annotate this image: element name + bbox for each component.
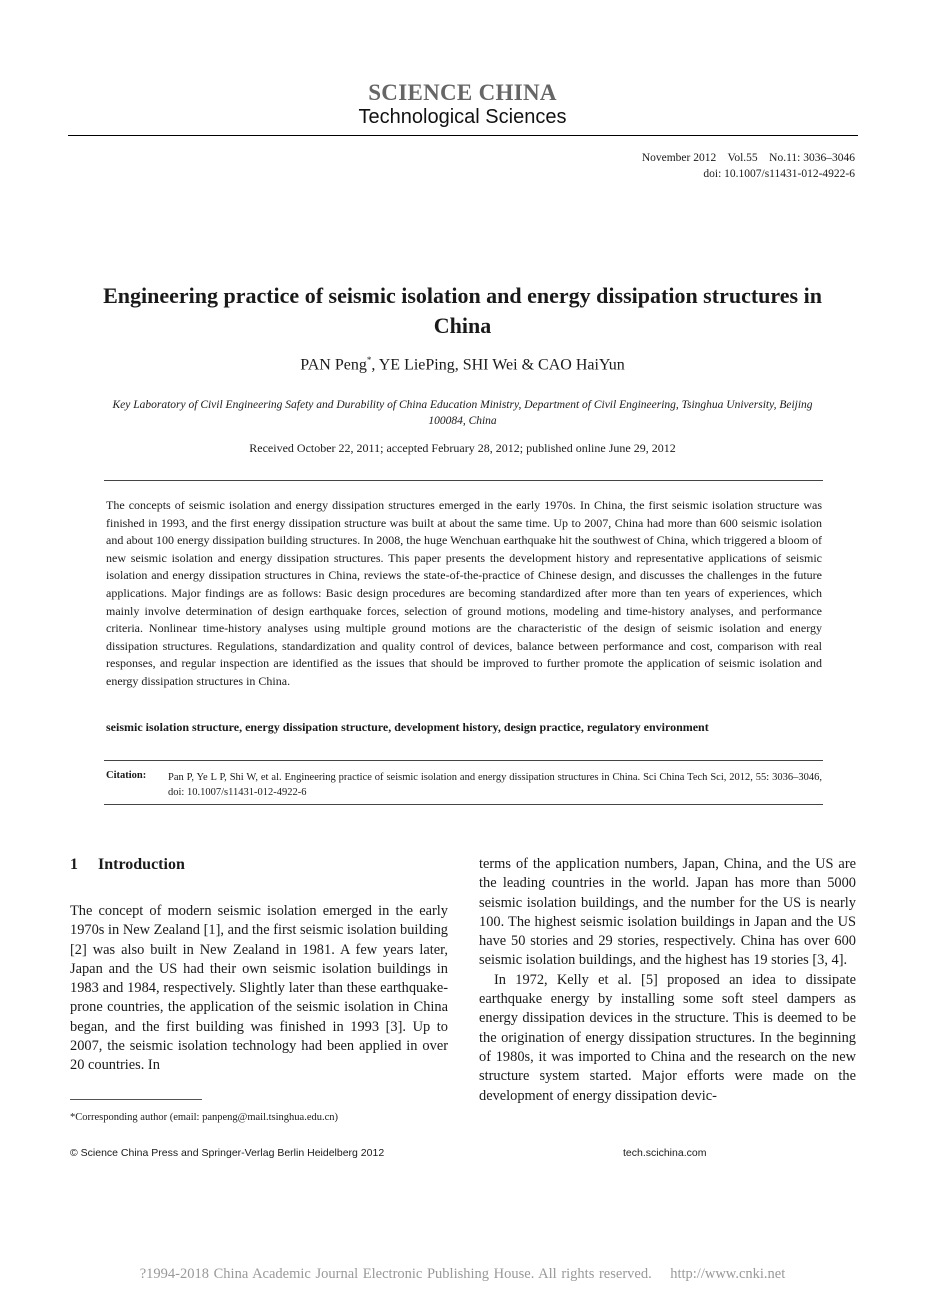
affiliation: Key Laboratory of Civil Engineering Safety and Durability of China Education Ministry, Department of Civil Engineering, Tsinghua University, Beijing 100084, China	[112, 399, 813, 427]
right-paragraph-1: terms of the application numbers, Japan, China, and the US are the leading countries in the world. Japan has more than 5000 seismic isolation buildings, and the number for the US is nearly 100. The highest seismic isolation buildings in Japan and the US have 50 stories and 29 stories, respectively. China has over 600 seismic isolation buildings, and the highest has 19 stories [3, 4].	[479, 856, 856, 969]
doi-info[interactable]: doi: 10.1007/s11431-012-4922-6	[703, 168, 855, 180]
authors	[0, 355, 925, 374]
cnki-watermark: ?1994-2018 China Academic Journal Electronic Publishing House. All rights reserved. http://www.cnki.net	[139, 1266, 786, 1282]
footnote-divider	[70, 1099, 202, 1100]
article-title: Engineering practice of seismic isolation and energy dissipation structures in China	[103, 283, 822, 338]
journal-website[interactable]: tech.scichina.com	[623, 1147, 707, 1159]
abstract: The concepts of seismic isolation and energy dissipation structures emerged in the early 1970s. In China, the first seismic isolation structure was finished in 1993, and the first energy dissipation structure was built at about the same time. Up to 2007, China had more than 600 seismic isolation and about 100 energy dissipation building structures. In 2008, the huge Wenchuan earthquake hit the southwest of China, which triggered a bloom of new seismic isolation and energy dissipation structures. This paper presents the development history and representative applications of seismic isolation and energy dissipation structures in China, reviews the state-of-the-practice of Chinese design, and discusses the challenges in the future applications. Major findings are as follows: Basic design procedures are becoming standardized after more than ten years of experiences, which mainly involve determination of design earthquake forces, selection of ground motions, modeling and time-history analyses, and performance criteria. Nonlinear time-history analyses using multiple ground motions are the characteristic of the design of seismic isolation and energy dissipation structures. Regulations, standardization and quality control of devices, balance between performance and cost, comparison with real responses, and regular inspection are identified as the issues that should be improved to further promote the application of seismic isolation and energy dissipation structures in China.	[106, 498, 822, 688]
citation-top-rule	[104, 760, 823, 761]
journal-subtitle: Technological Sciences	[358, 106, 567, 128]
section-heading	[70, 856, 185, 874]
citation-label: Citation:	[106, 770, 147, 781]
section-number: 1	[70, 856, 78, 873]
copyright-notice: © Science China Press and Springer-Verlag Berlin Heidelberg 2012	[70, 1147, 385, 1159]
other-authors: , YE LiePing, SHI Wei & CAO HaiYun	[371, 356, 625, 374]
citation-bottom-rule	[104, 804, 823, 805]
abstract-top-rule	[104, 480, 823, 481]
citation-text: Pan P, Ye L P, Shi W, et al. Engineering practice of seismic isolation and energy dissipation structures in China. Sci China Tech Sci, 2012, 55: 3036–3046, doi: 10.1007/s11431-012-4922-6	[168, 772, 822, 798]
corresponding-author-footnote: *Corresponding author (email: panpeng@mail.tsinghua.edu.cn)	[70, 1112, 339, 1123]
right-paragraph-2: In 1972, Kelly et al. [5] proposed an idea to dissipate earthquake energy by installing some soft steel dampers as energy dissipation devices in the structure. This is deemed to be the origination of energy dissipation structures. In the beginning of 1980s, it was imported to China and the research on the new structure system started. Major efforts were made on the development of energy dissipation devic-	[479, 971, 856, 1104]
header-divider	[68, 135, 858, 136]
left-column-paragraph: The concept of modern seismic isolation emerged in the early 1970s in New Zealand [1], and the first seismic isolation building [2] was also built in New Zealand in 1981. A few years later, Japan and the US had their own seismic isolation buildings in 1983 and 1984, respectively. Slightly later than these earthquake-prone countries, the application of the seismic isolation in China began, and the first building was finished in 1993 [3]. Up to 2007, the seismic isolation technology had been applied in over 20 countries. In	[70, 903, 448, 1074]
right-column	[479, 855, 856, 1106]
issue-info: November 2012 Vol.55 No.11: 3036–3046	[641, 152, 855, 164]
corresponding-mark: *	[366, 355, 372, 365]
journal-name: SCIENCE CHINA	[368, 80, 557, 105]
received-dates: Received October 22, 2011; accepted February 28, 2012; published online June 29, 2012	[249, 441, 676, 455]
keywords: seismic isolation structure, energy dissipation structure, development history, design practice, regulatory environment	[106, 720, 709, 734]
first-author: PAN Peng	[300, 356, 367, 374]
section-title: Introduction	[98, 856, 185, 873]
